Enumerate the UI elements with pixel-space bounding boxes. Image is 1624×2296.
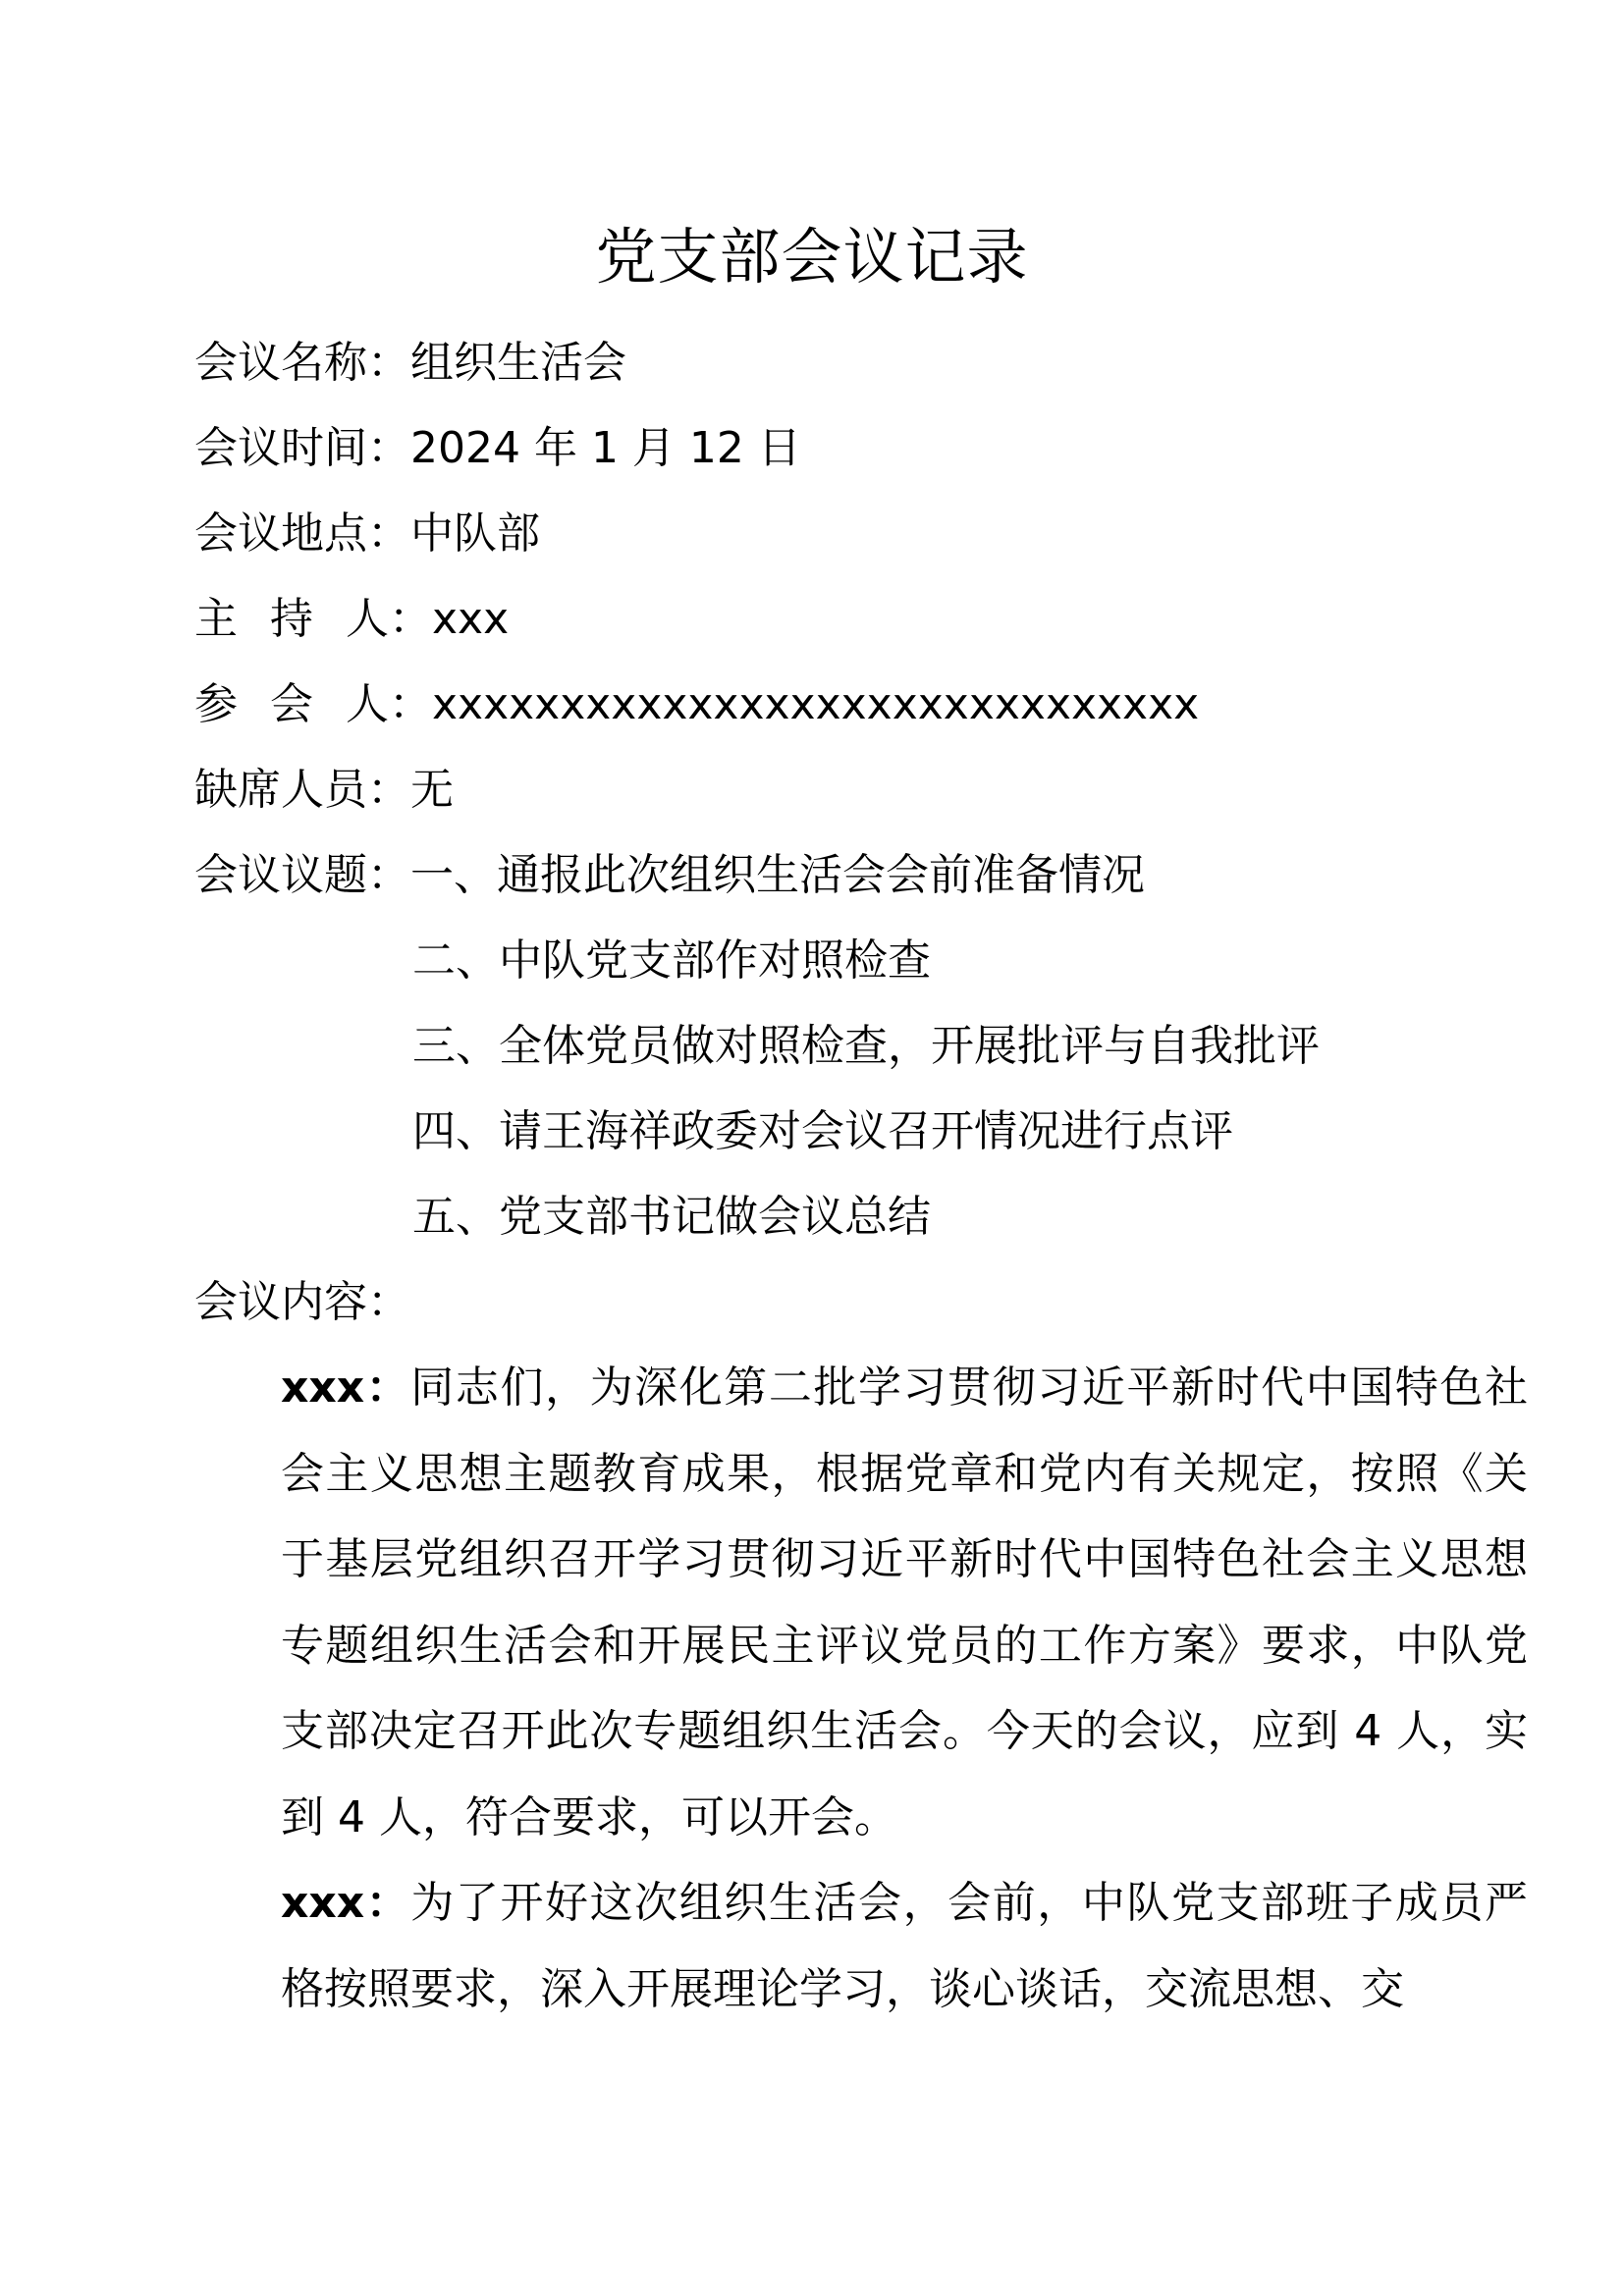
field-label: 参 会 人 [194,679,389,729]
field-colon: ： [389,594,432,644]
speaker-name: xxx： [281,1878,411,1928]
speaker-name: xxx： [281,1362,411,1413]
field-label: 会议地点 [194,508,367,559]
field-absent [194,761,454,820]
topic-item: 一、通报此次组织生活会会前准备情况 [410,850,1145,900]
topic-item: 二、中队党支部作对照检查 [412,935,931,986]
field-meeting-place [194,505,540,563]
field-label: 会议名称 [194,338,367,388]
field-colon: ： [367,765,410,815]
field-value: 2024 年 1 月 12 日 [410,423,801,473]
field-colon: ： [367,1277,410,1327]
field-value: xxxxxxxxxxxxxxxxxxxxxxxxxxxxxx [432,679,1200,729]
field-meeting-name [194,334,626,393]
topic-item: 五、党支部书记做会议总结 [412,1192,931,1242]
document-title: 党支部会议记录 [595,221,1029,293]
field-content [194,1273,410,1332]
field-colon: ： [367,423,410,473]
field-colon: ： [367,508,410,559]
field-colon: ： [367,338,410,388]
field-value: 中队部 [410,508,540,559]
field-attendees [194,675,1199,734]
field-label: 会议时间 [194,423,367,473]
field-label: 会议内容 [194,1277,367,1327]
field-label: 主 持 人 [194,594,389,644]
field-value: 组织生活会 [410,338,626,388]
field-value: 无 [410,765,454,815]
field-value: xxx [432,594,510,644]
topic-item: 三、全体党员做对照检查，开展批评与自我批评 [412,1021,1320,1071]
field-topics [194,846,1145,905]
field-label: 会议议题 [194,850,367,900]
topic-item: 四、请王海祥政委对会议召开情况进行点评 [412,1106,1233,1156]
field-colon: ： [367,850,410,900]
content-paragraph [194,1860,1528,2032]
paragraph-text: 为了开好这次组织生活会，会前，中队党支部班子成员严格按照要求，深入开展理论学习，谈心谈话，交流思想、交 [281,1878,1528,2014]
field-colon: ： [389,679,432,729]
paragraph-text: 同志们，为深化第二批学习贯彻习近平新时代中国特色社会主义思想主题教育成果，根据党章和党内有关规定，按照《关于基层党组织召开学习贯彻习近平新时代中国特色社会主义思想专题组织生活会和开展民主评议党员的工作方案》要求，中队党支部决定召开此次专题组织生活会。今天的会议，应到 4 人，实到 4 人，符合要求，可以开会。 [281,1362,1528,1842]
field-meeting-time [194,419,801,478]
field-host [194,590,509,649]
content-paragraph [194,1345,1528,1860]
field-label: 缺席人员 [194,765,367,815]
